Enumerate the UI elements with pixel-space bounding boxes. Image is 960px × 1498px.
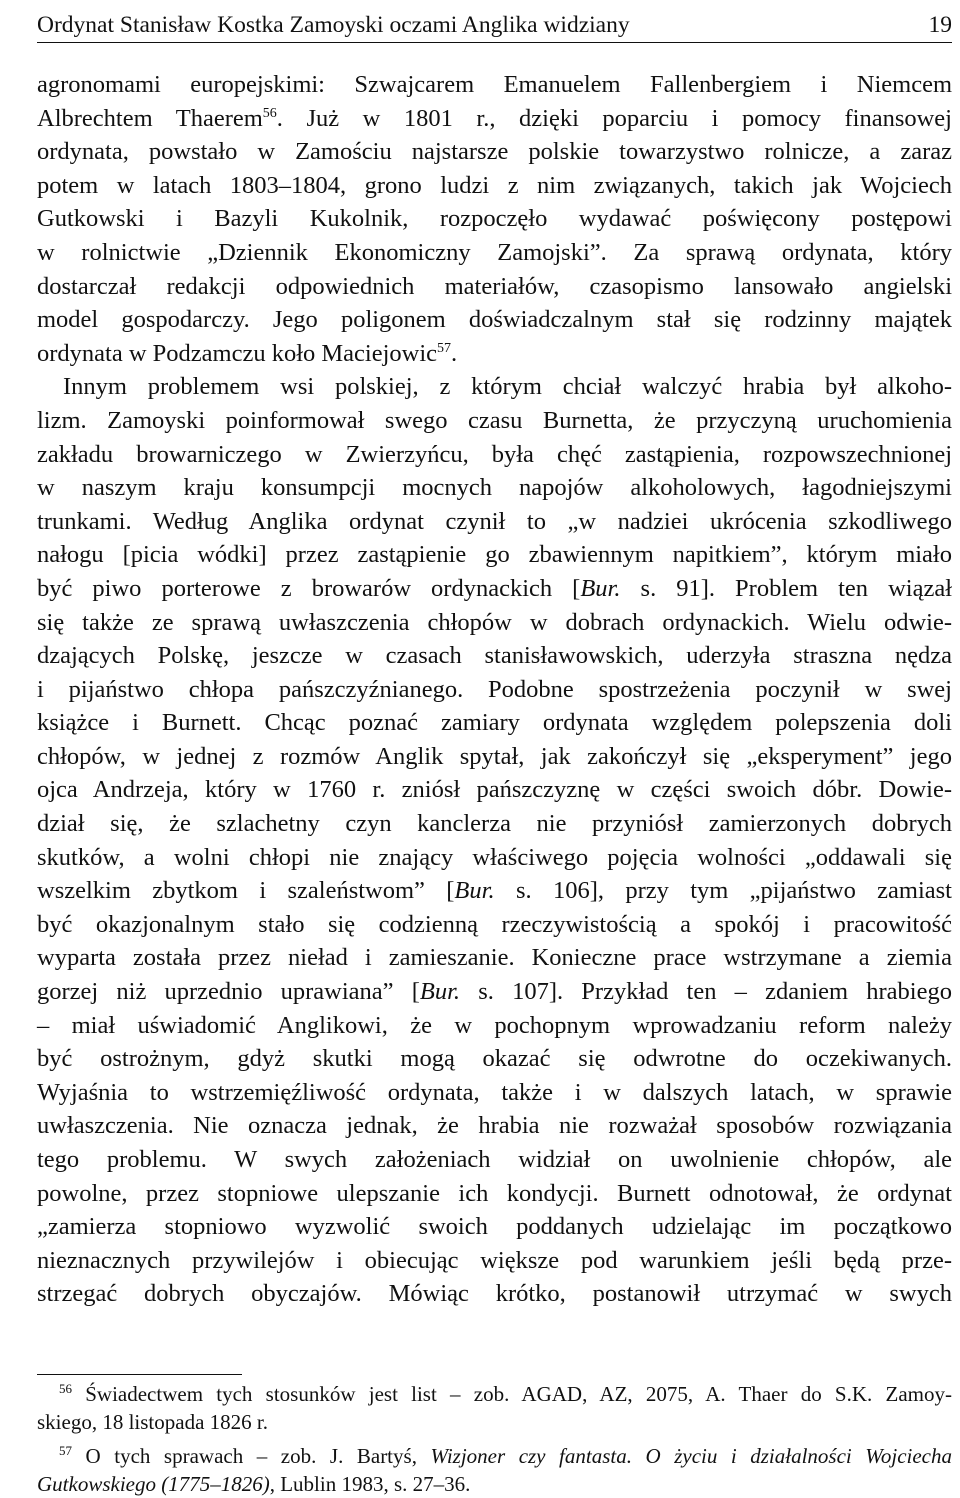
footnote-57-continued: Gutkowskiego (1775–1826), Lublin 1983, s. 27–36.	[37, 1472, 471, 1496]
text-line: chłopów, w jednej z rozmów Anglik spytał, jak zakończył się „eksperyment” jego	[37, 742, 952, 770]
footnote-57: $^{57}$ O tych sprawach – zob. J. Bartyś, Wizjoner czy fantasta. O życiu i działalności Wojciecha	[59, 1443, 952, 1468]
paragraph-start: Innym problemem wsi polskiej, z którym chciał walczyć hrabia był alkoho-	[63, 373, 952, 401]
text-line: Wyjaśnia to wstrzemięźliwość ordynata, także i w dalszych latach, w sprawie	[37, 1078, 952, 1106]
text-line: być piwo porterowe z browarów ordynackich [Bur. s. 91]. Problem ten wiązał	[37, 574, 953, 602]
text-line: nieznacznych przywilejów i obiecując większe pod warunkiem jeśli będą prze-	[37, 1246, 952, 1274]
text-line: gorzej niż uprzednio uprawiana” [Bur. s. 107]. Przykład ten – zdaniem hrabiego	[37, 978, 952, 1006]
text-line: książce i Burnett. Chcąc poznać zamiary ordynata względem polepszenia doli	[37, 709, 952, 737]
text-line: w naszym kraju konsumpcji mocnych napojów alkoholowych, łagodniejszymi	[37, 474, 952, 502]
text-line: ordynata w Podzamczu koło Maciejowic$^{57}$.	[37, 339, 458, 367]
text-line: uwłaszczenia. Nie oznacza jednak, że hrabia nie rozważał sposobów rozwiązania	[37, 1112, 952, 1140]
text-line: i pijaństwo chłopa pańszczyźnianego. Podobne spostrzeżenia poczynił w swej	[37, 675, 952, 703]
text-line: być okazjonalnym stało się codzienną rzeczywistością a spokój i pracowitość	[37, 910, 952, 938]
text-line: model gospodarczy. Jego poligonem doświadczalnym stał się rodzinny majątek	[37, 306, 952, 334]
text-line: dzających Polskę, jeszcze w czasach stanisławowskich, uderzyła straszna nędza	[37, 642, 952, 670]
text-line: dział się, że szlachetny czyn kanclerza nie przyniósł zamierzonych dobrych	[37, 810, 952, 838]
text-line: Albrechtem Thaerem$^{56}$. Już w 1801 r., dzięki poparciu i pomocy finansowej	[37, 104, 952, 132]
text-line: tego problemu. W swych założeniach widział on uwolnienie chłopów, ale	[37, 1146, 952, 1173]
text-line: skutków, a wolni chłopi nie znający właściwego pojęcia wolności „oddawali się	[37, 843, 952, 871]
text-line: wyparta została przez nieład i zamieszanie. Konieczne prace wstrzymane a ziemia	[37, 944, 952, 972]
document-page	[37, 0, 959, 1494]
text-line: powolne, przez stopniowe ulepszanie ich kondycji. Burnett odnotował, że ordynat	[37, 1179, 952, 1207]
footnotes	[37, 1380, 952, 1498]
text-line: się także ze sprawą uwłaszczenia chłopów w dobrach ordynackich. Wielu odwie-	[37, 608, 952, 636]
running-title: Ordynat Stanisław Kostka Zamoyski oczami Anglika widziany	[37, 12, 630, 38]
footnote-56: $^{56}$ Świadectwem tych stosunków jest list – zob. AGAD, AZ, 2075, A. Thaer do S.K. Zamoy-	[59, 1381, 952, 1406]
text-line: Gutkowski i Bazyli Kukolnik, rozpoczęło wydawać poświęcony postępowi	[37, 205, 952, 233]
text-line: zakładu browarniczego w Zwierzyńcu, była chęć zastąpienia, rozpowszechnionej	[37, 440, 952, 468]
text-line: – miał uświadomić Anglikowi, że w pochopnym wprowadzaniu reform należy	[37, 1011, 952, 1039]
text-line: ordynata, powstało w Zamościu najstarsze polskie towarzystwo rolnicze, a zaraz	[37, 138, 952, 166]
text-line: dostarczał redakcji odpowiednich materiałów, czasopismo lansowało angielski	[37, 272, 952, 300]
text-line: agronomami europejskimi: Szwajcarem Emanuelem Fallenbergiem i Niemcem	[37, 71, 952, 98]
text-line: strzegać dobrych obyczajów. Mówiąc krótko, postanowił utrzymać w swych	[37, 1280, 952, 1308]
text-line: „zamierza stopniowo wyzwolić swoich poddanych udzielając im początkowo	[37, 1213, 952, 1241]
text-line: w rolnictwie „Dziennik Ekonomiczny Zamojski”. Za sprawą ordynata, który	[37, 238, 952, 266]
footnote-ref-56: 56	[262, 105, 277, 121]
page-number: 19	[928, 12, 952, 38]
footnote-56-continued: skiego, 18 listopada 1826 r.	[37, 1410, 268, 1434]
text-line: ojca Andrzeja, który w 1760 r. zniósł pańszczyznę w części swoich dóbr. Dowie-	[37, 776, 952, 804]
footnote-ref-57: 57	[437, 340, 452, 356]
text-line: wszelkim zbytkom i szaleństwom” [Bur. s. 106], przy tym „pijaństwo zamiast	[37, 877, 952, 905]
main-text	[37, 68, 952, 1311]
running-header	[37, 8, 952, 43]
text-line: lizm. Zamoyski poinformował swego czasu Burnetta, że przyczyną uruchomienia	[37, 406, 952, 434]
text-line: nałogu [picia wódki] przez zastąpienie go zbawiennym napitkiem”, którym miało	[37, 541, 952, 569]
text-line: trunkami. Według Anglika ordynat czynił to „w nadziei ukrócenia szkodliwego	[37, 507, 952, 535]
text-line: potem w latach 1803–1804, grono ludzi z nim związanych, takich jak Wojciech	[37, 171, 952, 199]
footnote-separator	[37, 1374, 242, 1375]
text-line: być ostrożnym, gdyż skutki mogą okazać się odwrotne do oczekiwanych.	[37, 1045, 952, 1073]
